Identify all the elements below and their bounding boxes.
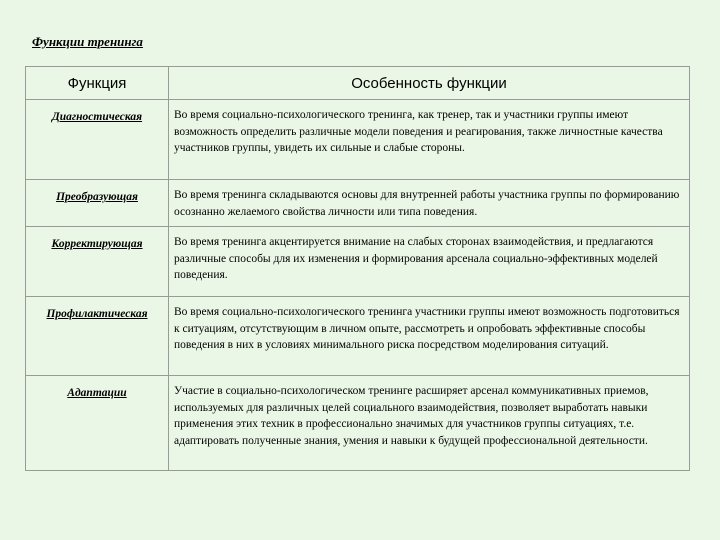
function-name: Диагностическая <box>26 100 169 180</box>
function-description: Во время тренинга складываются основы для внутренней работы участника группы по формированию осознанно желаемого свойства личности или типа поведения. <box>169 180 690 227</box>
header-feature: Особенность функции <box>169 67 690 100</box>
table-row <box>26 227 690 297</box>
table-header-row <box>26 67 690 100</box>
function-description: Во время социально-психологического тренинга, как тренер, так и участники группы имеют возможность определить различные модели поведения и реагирования, также личностные качества участников группы, увидеть их сильные и слабые стороны. <box>169 100 690 180</box>
table-row <box>26 180 690 227</box>
function-name: Преобразующая <box>26 180 169 227</box>
functions-table <box>25 66 690 471</box>
function-description: Во время тренинга акцентируется внимание на слабых сторонах взаимодействия, и предлагаются различные способы для их изменения и формирования арсенала социально-эффективных моделей поведения. <box>169 227 690 297</box>
function-description: Во время социально-психологического тренинга участники группы имеют возможность подготовиться к ситуациям, отсутствующим в личном опыте, рассмотреть и опробовать эффективные способы поведения в них в условиях минимального риска посредством моделирования ситуаций. <box>169 297 690 376</box>
table-row <box>26 100 690 180</box>
header-function: Функция <box>26 67 169 100</box>
table-row <box>26 297 690 376</box>
page-title: Функции тренинга <box>32 34 143 49</box>
function-name: Адаптации <box>26 376 169 471</box>
function-description: Участие в социально-психологическом тренинге расширяет арсенал коммуникативных приемов, используемых для различных целей социального взаимодействия, позволяет выработать навыки применения этих техник в профессионально значимых для участников группы ситуациях, т.е. адаптировать полученные знания, умения и навыки к будущей профессиональной деятельности. <box>169 376 690 471</box>
function-name: Корректирующая <box>26 227 169 297</box>
function-name: Профилактическая <box>26 297 169 376</box>
table-row <box>26 376 690 471</box>
